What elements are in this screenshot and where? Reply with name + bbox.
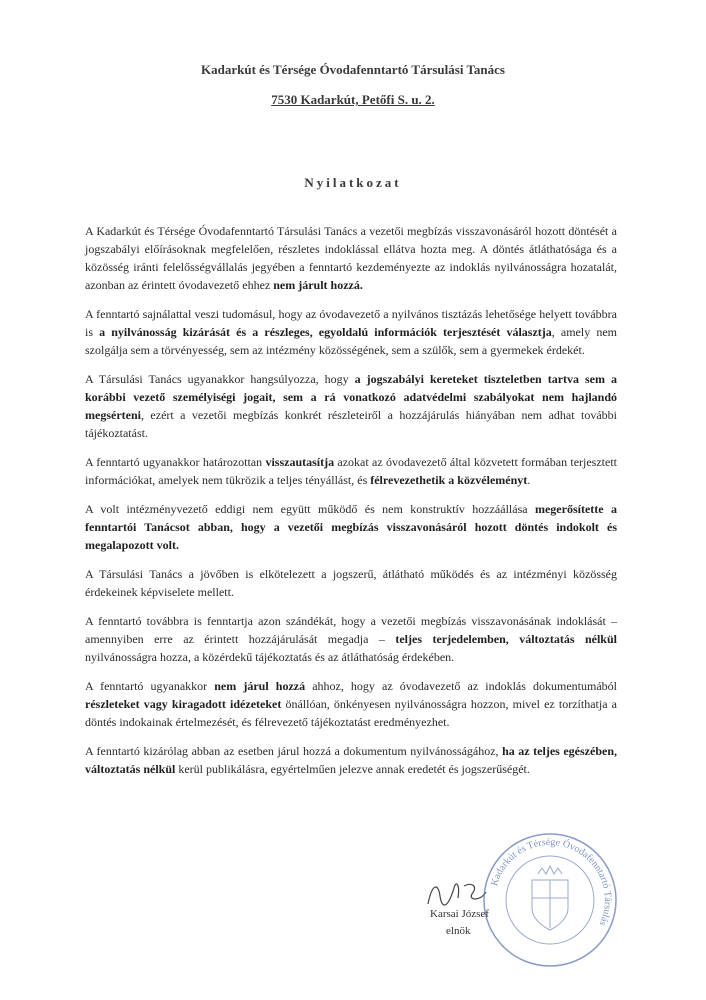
paragraph <box>85 453 617 489</box>
bold-text: megerősítette a fenntartói Tanácsot abban, hogy a vezetői megbízás visszavonásáról hozott döntés indokolt és megalapozott volt. <box>85 502 617 552</box>
paragraph <box>85 742 617 778</box>
official-seal <box>480 830 620 970</box>
text-run: ahhoz, hogy az óvodavezető az indoklás dokumentumából <box>305 679 617 693</box>
text-run: , ezért a vezetői megbízás konkrét részleteiről a hozzájárulás hiányában nem adhat további tájékoztatást. <box>85 408 617 440</box>
bold-text: a nyilvánosság kizárását és a részleges, egyoldalú információk terjesztését választja <box>99 325 552 339</box>
paragraph <box>85 612 617 666</box>
text-run: A fenntartó ugyanakkor határozottan <box>85 455 266 469</box>
bold-text: a jogszabályi kereteket tiszteletben tartva sem a korábbi vezető személyiségi jogait, sem a rá vonatkozó adatvédelmi szabályokat nem hajlandó megsérteni <box>85 372 617 422</box>
text-run: önállóan, önkényesen nyilvánosságra hozzon, mivel ez torzíthatja a döntés indokainak értelmezését, és félrevezető tájékoztatást eredményezhet. <box>85 697 617 729</box>
document-body <box>85 222 617 789</box>
bold-text: nem járul hozzá <box>214 679 306 693</box>
bold-text: teljes terjedelemben, változtatás nélkül <box>395 632 617 646</box>
text-run: A Társulási Tanács a jövőben is elkötelezett a jogszerű, átlátható működés és az intézményi közösség érdekeinek képviselete mellett. <box>85 567 617 599</box>
document-title: Nyilatkozat <box>304 175 402 190</box>
signatory-name: Karsai József <box>430 908 489 920</box>
signatory-role: elnök <box>446 925 471 937</box>
text-run: A Kadarkút és Térsége Óvodafenntartó Társulási Tanács a vezetői megbízás visszavonásáról hozott döntését a jogszabályi előírásoknak megfelelően, részletes indoklással ellátva hozta meg. A döntés átláthatósága és a közösség iránti felelősségvállalás jegyében a fenntartó kezdeményezte az indoklás nyilvánosságra hozatalát, azonban az érintett óvodavezető ehhez <box>85 224 617 292</box>
paragraph <box>85 500 617 554</box>
text-run: A fenntartó ugyanakkor <box>85 679 215 693</box>
text-run: azokat az óvodavezető által közvetett formában terjesztett információkat, amelyek nem tükrözik a teljes tényállást, és <box>85 455 617 487</box>
bold-text: részleteket vagy kiragadott idézeteket <box>85 697 282 711</box>
organization-address: 7530 Kadarkút, Petőfi S. u. 2. <box>271 92 435 107</box>
seal-text: Kadarkút és Térsége Óvodafenntartó Társulás <box>488 836 614 928</box>
text-run: nyilvánosságra hozza, a közérdekű tájékoztatás és az átláthatóság érdekében. <box>85 650 455 664</box>
text-run: , amely nem szolgálja sem a törvényesség, sem az intézmény közösségének, sem a szülők, sem a gyermekek érdekét. <box>85 325 617 357</box>
text-run: A fenntartó továbbra is fenntartja azon szándékát, hogy a vezetői megbízás visszavonásának indoklását – amennyiben erre az érintett hozzájárulását megadja – <box>85 614 617 646</box>
paragraph <box>85 565 617 601</box>
bold-text: nem járult hozzá. <box>273 278 363 292</box>
text-run: . <box>527 473 531 487</box>
paragraph <box>85 370 617 442</box>
text-run: A volt intézményvezető eddigi nem együtt működő és nem konstruktív hozzáállása <box>85 502 535 516</box>
text-run: A fenntartó kizárólag abban az esetben járul hozzá a dokumentum nyilvánosságához, <box>85 744 503 758</box>
bold-text: visszautasítja <box>265 455 335 469</box>
paragraph <box>85 677 617 731</box>
bold-text: ha az teljes egészében, változtatás nélkül <box>85 744 618 776</box>
paragraph <box>85 222 617 294</box>
signature-block <box>420 836 680 990</box>
text-run: A fenntartó sajnálattal veszi tudomásul, hogy az óvodavezető a nyilvános tisztázás lehetősége helyett továbbra is <box>85 307 617 339</box>
paragraph <box>85 305 617 359</box>
text-run: kerül publikálásra, egyértelműen jelezve annak eredetét és jogszerűségét. <box>175 762 530 776</box>
bold-text: félrevezethetik a közvéleményt <box>370 473 528 487</box>
text-run: A Társulási Tanács ugyanakkor hangsúlyozza, hogy <box>85 372 355 386</box>
organization-name: Kadarkút és Térsége Óvodafenntartó Társulási Tanács <box>201 62 505 77</box>
